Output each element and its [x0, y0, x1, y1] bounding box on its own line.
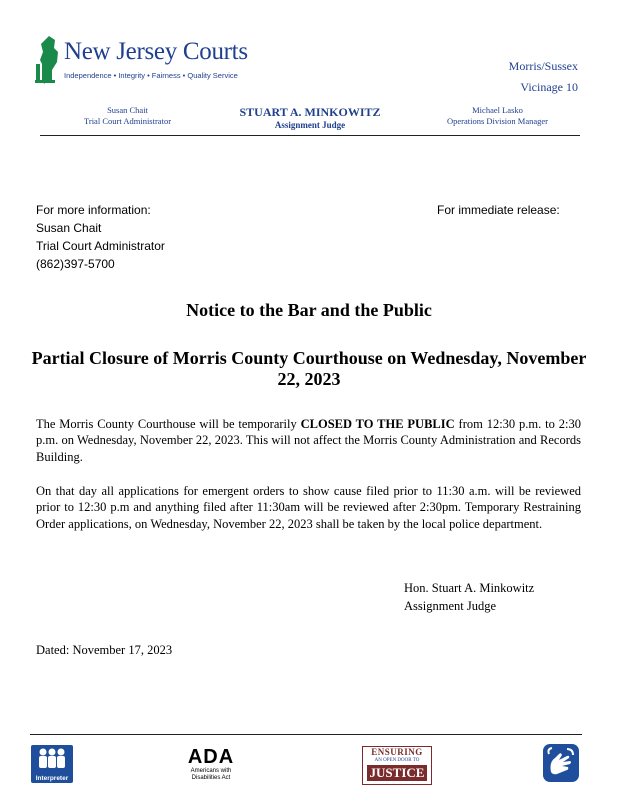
tagline: Independence • Integrity • Fairness • Quality Service [64, 71, 238, 80]
contact-block [36, 201, 165, 273]
header-judge [220, 105, 400, 131]
p1-closed-emphasis: CLOSED TO THE PUBLIC [300, 417, 455, 431]
interpreter-icon [31, 745, 73, 773]
tca-role: Trial Court Administrator [83, 116, 172, 126]
header-divider [40, 135, 580, 136]
contact-label: For more information: [36, 203, 151, 217]
paragraph-closure [36, 416, 581, 465]
vicinage-number: Vicinage 10 [520, 80, 578, 94]
vicinage-county: Morris/Sussex [508, 59, 578, 73]
dated-line: Dated: November 17, 2023 [36, 643, 173, 657]
manager-role: Operations Division Manager [446, 116, 549, 126]
ada-mark: ADA [187, 746, 235, 768]
contact-name: Susan Chait [36, 221, 102, 235]
header-tca [55, 105, 200, 127]
paragraph-applications: On that day all applications for emergent orders to show cause filed prior to 11:30 a.m. will be reviewed prior to 12:30 p.m and anything filed after 11:30am will be reviewed after 2:30pm. Temporary Restraining Order applications, on Wednesday, November 22, 2023 shall be taken by the local police department. [36, 484, 581, 531]
header-manager [425, 105, 570, 127]
signature-name: Hon. Stuart A. Minkowitz [404, 581, 535, 595]
contact-title: Trial Court Administrator [36, 239, 165, 253]
sign-language-logo [543, 744, 579, 782]
judge-name: STUART A. MINKOWITZ [239, 105, 381, 119]
notice-subheading: Partial Closure of Morris County Courthouse on Wednesday, November 22, 2023 [31, 348, 587, 389]
signature-title: Assignment Judge [404, 599, 497, 613]
justice-open-door: AN OPEN DOOR TO [374, 758, 420, 763]
tca-name: Susan Chait [107, 105, 148, 115]
justice-ensuring: ENSURING [371, 747, 423, 757]
signature-block [404, 579, 534, 615]
vicinage-block [509, 56, 578, 98]
interpreter-label: Interpreter [35, 775, 69, 782]
contact-phone: (862)397-5700 [36, 257, 115, 271]
org-name: New Jersey Courts [64, 38, 248, 65]
ada-logo [180, 746, 242, 782]
justice-word: JUSTICE [367, 765, 427, 781]
sign-language-icon [543, 744, 579, 782]
justice-logo [362, 746, 432, 785]
p1-start: The Morris County Courthouse will be temporarily [36, 417, 301, 431]
release-label: For immediate release: [437, 203, 560, 217]
p1-end: from 12:30 p.m. to 2:30 p.m. on Wednesday, November 22, 2023. This will not affect the Morris County Administration and Records Building. [36, 417, 581, 464]
footer-divider [30, 734, 582, 735]
nj-state-icon [35, 34, 65, 86]
interpreter-logo [31, 745, 73, 783]
notice-heading: Notice to the Bar and the Public [186, 300, 432, 320]
ada-line2: Disabilities Act [191, 775, 231, 781]
judge-role: Assignment Judge [274, 120, 346, 130]
manager-name: Michael Lasko [472, 105, 523, 115]
ada-line1: Americans with [190, 768, 232, 774]
